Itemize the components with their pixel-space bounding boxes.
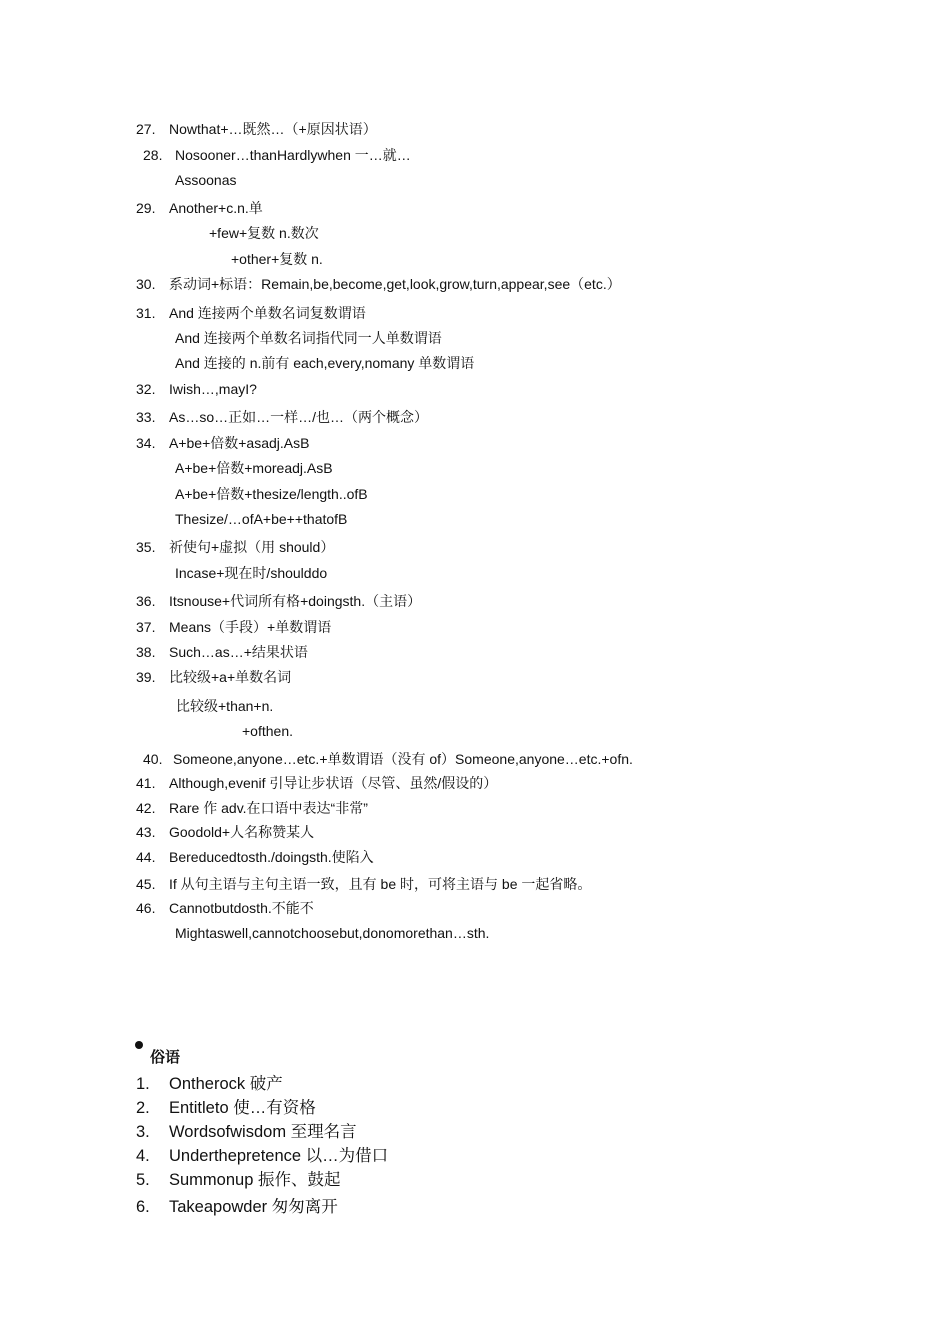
item-number: 38.: [136, 644, 156, 660]
grammar-line: Bereducedtosth./doingsth.使陷入: [169, 849, 374, 865]
item-number: 28.: [143, 147, 163, 163]
item-number: 43.: [136, 824, 156, 840]
grammar-line: Iwish…,mayI?: [169, 381, 257, 397]
idiom-number: 2.: [136, 1099, 150, 1117]
idiom-number: 4.: [136, 1147, 150, 1165]
item-number: 42.: [136, 800, 156, 816]
item-number: 35.: [136, 539, 156, 555]
grammar-line: Means（手段）+单数谓语: [169, 619, 332, 635]
idiom-number: 6.: [136, 1198, 150, 1216]
grammar-line: +ofthen.: [242, 723, 293, 739]
grammar-line: 比较级+a+单数名词: [169, 669, 292, 685]
bullet-icon: [135, 1041, 143, 1049]
idiom-item: Underthepretence 以…为借口: [169, 1147, 389, 1165]
grammar-line: +other+复数 n.: [231, 251, 323, 267]
section-heading: 俗语: [150, 1049, 181, 1066]
item-number: 46.: [136, 900, 156, 916]
item-number: 36.: [136, 593, 156, 609]
grammar-line: Incase+现在时/shoulddo: [175, 565, 328, 581]
grammar-line: Nowthat+…既然…（+原因状语）: [169, 121, 377, 137]
grammar-line: A+be+倍数+moreadj.AsB: [175, 460, 333, 476]
grammar-line: Mightaswell,cannotchoosebut,donomorethan…sth.: [175, 925, 490, 941]
idiom-item: Takeapowder 匆匆离开: [169, 1198, 338, 1216]
grammar-line: Another+c.n.单: [169, 200, 263, 216]
grammar-line: Thesize/…ofA+be++thatofB: [175, 511, 348, 527]
grammar-line: Someone,anyone…etc.+单数谓语（没有 of）Someone,anyone…etc.+ofn.: [173, 751, 633, 767]
grammar-line: A+be+倍数+thesize/length..ofB: [175, 486, 368, 502]
item-number: 29.: [136, 200, 156, 216]
item-number: 41.: [136, 775, 156, 791]
item-number: 39.: [136, 669, 156, 685]
idiom-number: 1.: [136, 1075, 150, 1093]
grammar-line: If 从句主语与主句主语一致，且有 be 时，可将主语与 be 一起省略。: [169, 876, 592, 892]
item-number: 40.: [143, 751, 163, 767]
idiom-item: Wordsofwisdom 至理名言: [169, 1123, 357, 1141]
grammar-line: 祈使句+虚拟（用 should）: [169, 539, 335, 555]
grammar-line: And 连接两个单数名词复数谓语: [169, 305, 366, 321]
grammar-line: And 连接两个单数名词指代同一人单数谓语: [175, 330, 442, 346]
grammar-line: Itsnouse+代词所有格+doingsth.（主语）: [169, 593, 422, 609]
grammar-line: As…so…正如…一样…/也…（两个概念）: [169, 409, 429, 425]
item-number: 30.: [136, 276, 156, 292]
grammar-line: +few+复数 n.数次: [209, 225, 319, 241]
grammar-line: Assoonas: [175, 172, 237, 188]
item-number: 32.: [136, 381, 156, 397]
grammar-line: Rare 作 adv.在口语中表达“非常”: [169, 800, 368, 816]
grammar-line: 比较级+than+n.: [176, 698, 274, 714]
item-number: 45.: [136, 876, 156, 892]
idiom-item: Ontherock 破产: [169, 1075, 283, 1093]
grammar-line: 系动词+标语：Remain,be,become,get,look,grow,turn,appear,see（etc.）: [169, 276, 621, 292]
grammar-line: And 连接的 n.前有 each,every,nomany 单数谓语: [175, 355, 475, 371]
idiom-item: Summonup 振作、鼓起: [169, 1171, 341, 1189]
grammar-line: Goodold+人名称赞某人: [169, 824, 315, 840]
item-number: 27.: [136, 121, 156, 137]
grammar-line: Such…as…+结果状语: [169, 644, 308, 660]
idiom-number: 5.: [136, 1171, 150, 1189]
item-number: 33.: [136, 409, 156, 425]
idiom-number: 3.: [136, 1123, 150, 1141]
item-number: 34.: [136, 435, 156, 451]
item-number: 44.: [136, 849, 156, 865]
grammar-line: Nosooner…thanHardlywhen 一…就…: [175, 147, 411, 163]
item-number: 31.: [136, 305, 156, 321]
idiom-item: Entitleto 使…有资格: [169, 1099, 316, 1117]
grammar-line: Cannotbutdosth.不能不: [169, 900, 314, 916]
grammar-line: A+be+倍数+asadj.AsB: [169, 435, 310, 451]
grammar-line: Although,evenif 引导让步状语（尽管、虽然/假设的）: [169, 775, 498, 791]
item-number: 37.: [136, 619, 156, 635]
